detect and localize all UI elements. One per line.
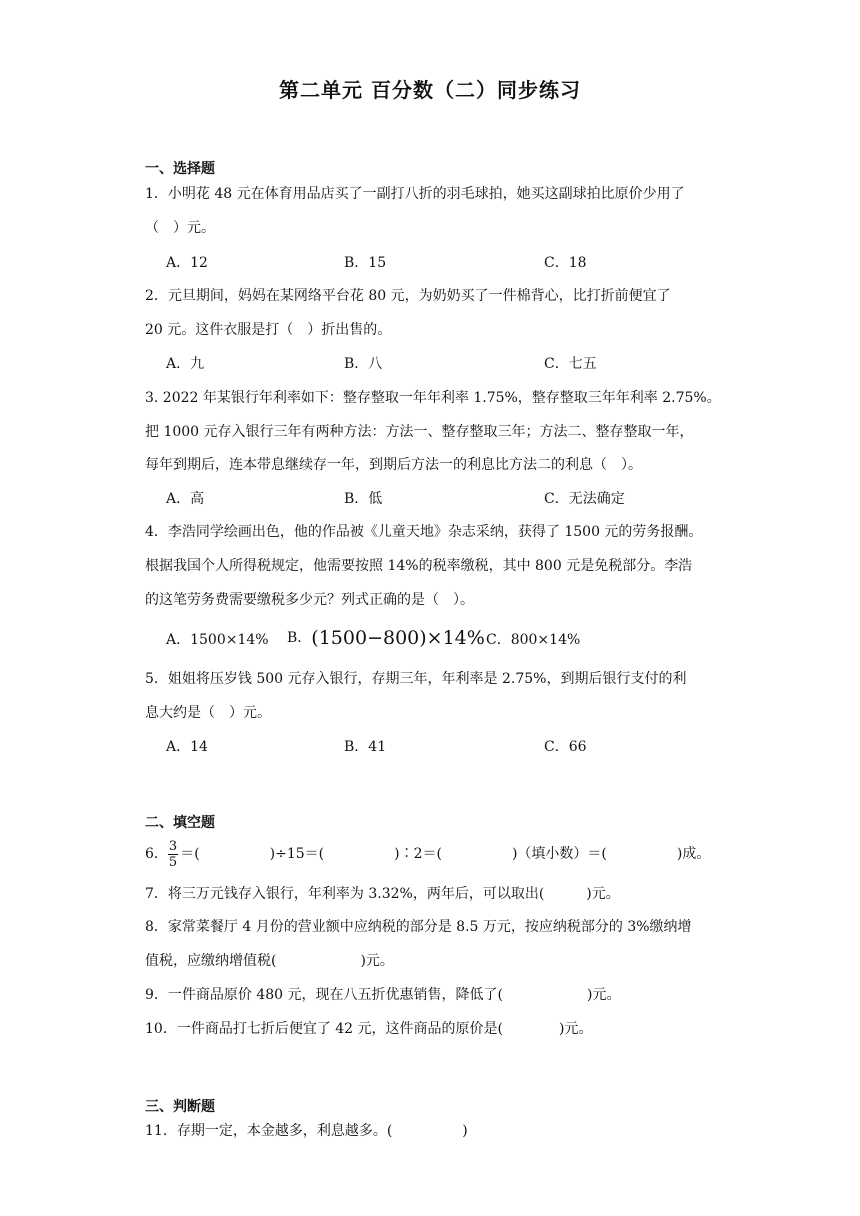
question-6-fraction: [168, 839, 178, 870]
question-1-option-a: A．12: [166, 255, 208, 271]
question-3-text: 3. 2022 年某银行年利率如下：整存整取一年年利率 1.75%，整存整取三年年利率 2.75%。: [145, 390, 721, 406]
question-1-text: 1．小明花 48 元在体育用品店买了一副打八折的羽毛球拍，她买这副球拍比原价少用了: [145, 186, 685, 202]
question-2-text-cont: 20 元。这件衣服是打（ ）折出售的。: [145, 322, 392, 338]
page-title: 第二单元 百分数（二）同步练习: [279, 78, 581, 102]
question-5-option-a: A．14: [166, 739, 208, 755]
question-6-number: 6．: [145, 846, 168, 862]
question-4-option-b-label: B．: [287, 630, 312, 646]
section-heading-choice: 一、选择题: [145, 161, 215, 177]
question-9-text: 9．一件商品原价 480 元，现在八五折优惠销售，降低了( )元。: [145, 987, 621, 1003]
question-6-text: ＝( )÷15＝( )∶2＝( )（填小数）＝( )成。: [180, 846, 711, 862]
question-8-text: 8．家常菜餐厅 4 月份的营业额中应纳税的部分是 8.5 万元，按应纳税部分的 3%缴纳增: [145, 919, 692, 935]
question-5-option-b: B．41: [344, 739, 387, 755]
question-10-text: 10．一件商品打七折后便宜了 42 元，这件商品的原价是( )元。: [145, 1021, 593, 1037]
question-3-option-b: B．低: [344, 491, 383, 507]
fraction-numerator: 3: [168, 838, 178, 854]
question-4-text-cont-2: 的这笔劳务费需要缴税多少元？列式正确的是（ ）。: [145, 592, 474, 608]
question-3-text-cont-2: 每年到期后，连本带息继续存一年，到期后方法一的利息比方法二的利息（ ）。: [145, 457, 642, 473]
question-4-option-a: A．1500×14%: [166, 632, 269, 648]
question-5-option-c: C．66: [544, 739, 587, 755]
question-2-option-b: B．八: [344, 356, 383, 372]
question-4-option-c: C．800×14%: [486, 632, 581, 648]
question-5-text-cont: 息大约是（ ）元。: [145, 705, 271, 721]
question-8-text-cont: 值税，应缴纳增值税( )元。: [145, 953, 394, 969]
question-4-option-b-expression: (1500−800)×14%: [311, 627, 485, 649]
section-heading-fill: 二、填空题: [145, 815, 215, 831]
question-6: [145, 837, 720, 871]
question-5-text: 5．姐姐将压岁钱 500 元存入银行，存期三年，年利率是 2.75%，到期后银行支付的利: [145, 671, 687, 687]
section-heading-judge: 三、判断题: [145, 1099, 215, 1115]
question-3-option-c: C．无法确定: [544, 491, 625, 507]
question-1-text-cont: （ ）元。: [145, 220, 215, 236]
question-4-text: 4．李浩同学绘画出色，他的作品被《儿童天地》杂志采纳，获得了 1500 元的劳务报酬。: [145, 524, 703, 540]
question-4-text-cont-1: 根据我国个人所得税规定，他需要按照 14%的税率缴税，其中 800 元是免税部分。李浩: [145, 558, 693, 574]
fraction-denominator: 5: [168, 854, 178, 870]
question-1-option-c: C．18: [544, 255, 587, 271]
question-11-text: 11．存期一定，本金越多，利息越多。( ): [145, 1123, 468, 1139]
question-2-option-a: A．九: [166, 356, 205, 372]
question-7-text: 7．将三万元钱存入银行，年利率为 3.32%，两年后，可以取出( )元。: [145, 886, 620, 902]
question-3-text-cont-1: 把 1000 元存入银行三年有两种方法：方法一、整存整取三年；方法二、整存整取一年，: [145, 424, 694, 440]
question-2-option-c: C．七五: [544, 356, 597, 372]
question-4-option-b: [287, 628, 485, 648]
question-3-option-a: A．高: [166, 491, 205, 507]
question-2-text: 2．元旦期间，妈妈在某网络平台花 80 元，为奶奶买了一件棉背心，比打折前便宜了: [145, 288, 671, 304]
question-1-option-b: B．15: [344, 255, 387, 271]
